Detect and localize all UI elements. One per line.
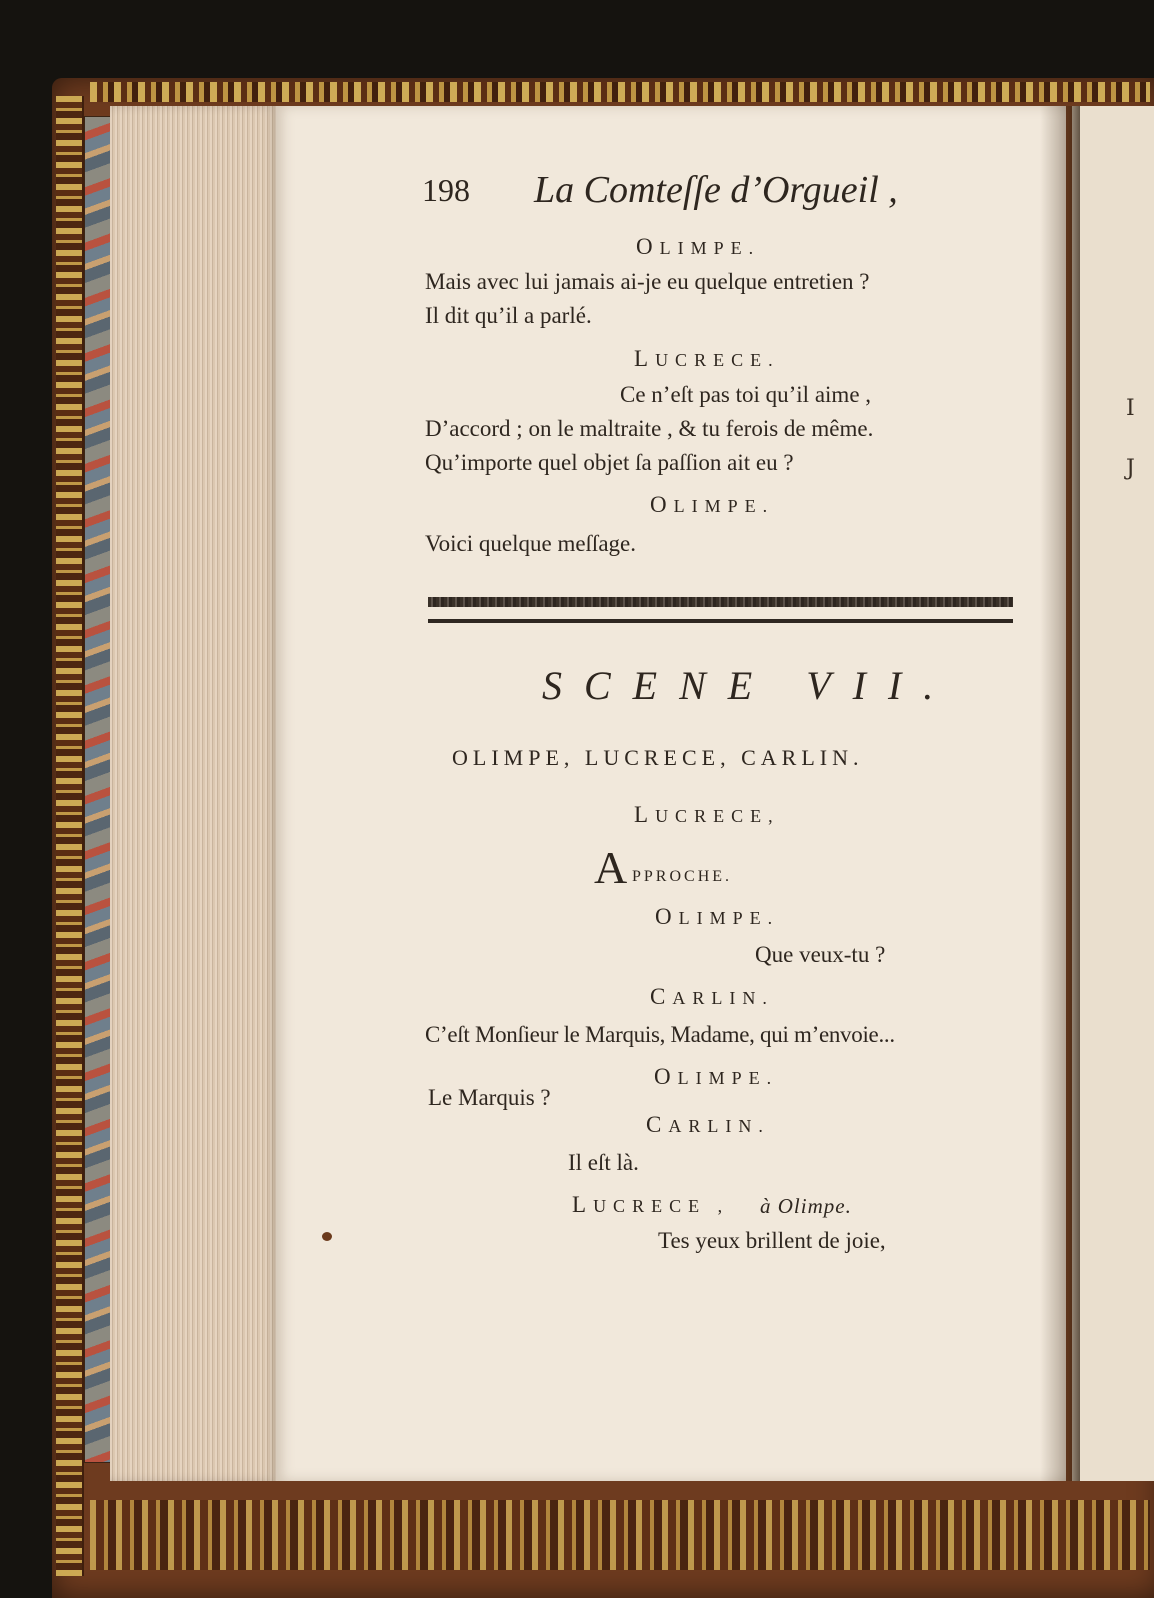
ornamental-rule [428,597,1013,607]
verse-line: Voici quelque meſſage. [425,531,636,556]
verse-line: Tes yeux brillent de joie, [658,1228,886,1253]
speaker-initial: O [654,1064,678,1089]
speaker-name [646,1112,770,1138]
verse-line: C’eſt Monſieur le Marquis, Madame, qui m’envoie... [425,1022,895,1047]
ink-spot [322,1232,332,1241]
speaker-rest: LIMPE. [677,1068,779,1088]
speaker-name [654,1064,778,1090]
speaker-name [572,1192,729,1218]
speaker-initial: L [634,346,656,371]
speaker-name [655,904,779,930]
scene-title: SCENE VII. [542,663,956,708]
verse-line: Il eſt là. [568,1150,639,1175]
speaker-initial: L [572,1192,594,1217]
speaker-name [634,802,780,828]
verse-line: Que veux-tu ? [755,942,886,967]
cast-list: OLIMPE, LUCRECE, CARLIN. [452,745,864,770]
verse-line: Mais avec lui jamais ai-je eu quelque entretien ? [425,269,870,294]
page-number: 198 [422,172,470,208]
speaker-name [650,492,774,518]
verse-line: PPROCHE. [632,868,733,885]
speaker-initial: O [650,492,674,517]
speaker-initial: C [646,1112,669,1137]
facing-page-glyph: J [1126,456,1135,481]
stage-direction: à Olimpe. [760,1194,852,1218]
thin-rule [428,619,1013,623]
speaker-name [650,984,774,1010]
verse-line: Le Marquis ? [428,1085,551,1110]
speaker-initial: O [636,234,660,259]
speaker-initial: C [650,984,673,1009]
running-title: La Comteſſe d’Orgueil , [534,169,898,211]
speaker-rest: ARLIN. [668,1116,770,1136]
speaker-rest: LIMPE. [678,908,780,928]
speaker-rest: UCRECE. [655,350,780,370]
verse-line: Il dit qu’il a parlé. [425,303,592,328]
speaker-rest: UCRECE , [593,1196,730,1216]
verse-line: Ce n’eſt pas toi qu’il aime , [620,382,872,407]
speaker-initial: L [634,802,656,827]
speaker-name [634,346,780,372]
speaker-initial: O [655,904,679,929]
speaker-rest: LIMPE. [659,238,761,258]
drop-cap: A [594,842,628,893]
verse-line: D’accord ; on le maltraite , & tu ferois de même. [425,416,874,441]
speaker-rest: UCRECE, [655,806,780,826]
speaker-rest: ARLIN. [672,988,774,1008]
speaker-name [636,234,760,260]
verse-line: Qu’importe quel objet ſa paſſion ait eu ? [425,450,794,475]
speaker-rest: LIMPE. [673,496,775,516]
facing-page-glyph: I [1126,396,1135,421]
